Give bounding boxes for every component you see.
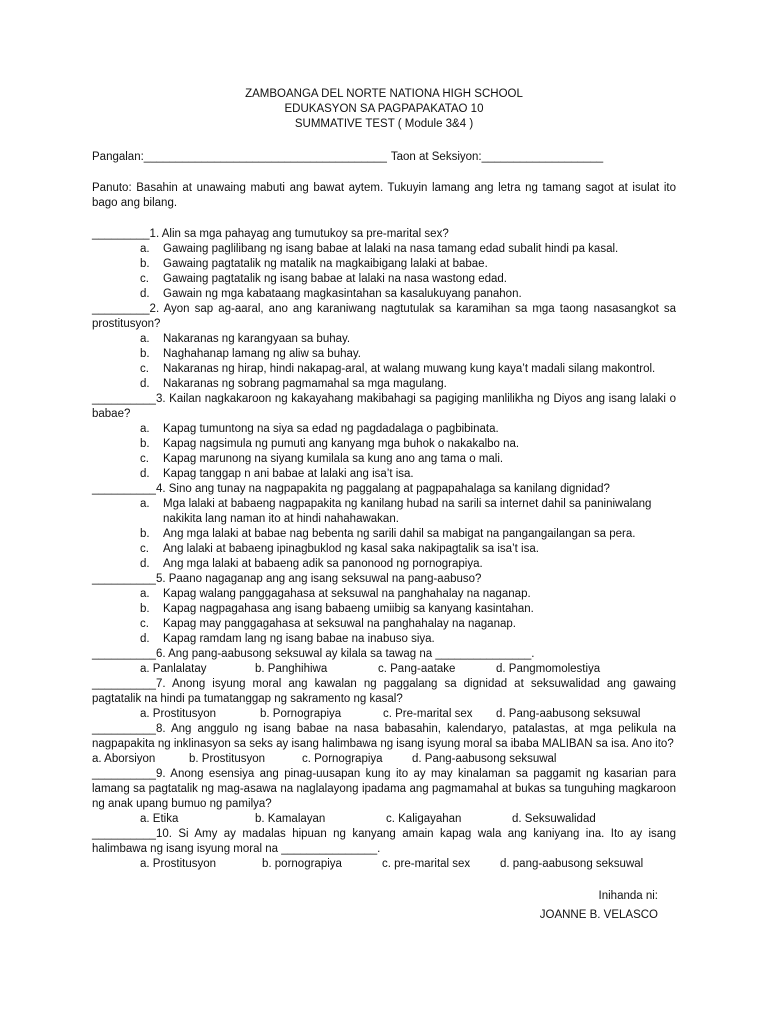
option-item	[92, 497, 676, 527]
option-d: d. Pang-aabusong seksuwal	[412, 753, 557, 765]
option-letter: a.	[140, 243, 150, 255]
option-letter: a.	[140, 498, 150, 510]
option-text: Kapag tanggap n ani babae at lalaki ang isa’t isa.	[163, 468, 414, 480]
teacher-name: JOANNE B. VELASCO	[539, 909, 658, 921]
question-list	[92, 227, 676, 872]
option-letter: c.	[140, 618, 149, 630]
option-c: c. Kaligayahan	[386, 813, 462, 825]
option-letter: d.	[140, 288, 150, 300]
option-a: a. Panlalatay	[140, 663, 207, 675]
section-field[interactable]: Taon at Seksiyon:___________________	[390, 151, 604, 163]
option-item	[92, 347, 676, 362]
option-c: c. Pre-marital sex	[383, 708, 473, 720]
option-row	[92, 662, 676, 677]
option-text: Kapag nagsimula ng pumuti ang kanyang mga buhok o nakakalbo na.	[163, 438, 520, 450]
option-letter: c.	[140, 273, 149, 285]
option-text: Kapag marunong na siyang kumilala sa kung ano ang tama o mali.	[163, 453, 504, 465]
option-b: b. Panghihiwa	[255, 663, 328, 675]
option-letter: c.	[140, 543, 149, 555]
school-name: ZAMBOANGA DEL NORTE NATIONA HIGH SCHOOL	[245, 88, 523, 100]
option-d: d. Pang-aabusong seksuwal	[496, 708, 641, 720]
prepared-by-label: Inihanda ni:	[598, 890, 658, 902]
option-letter: a.	[140, 423, 150, 435]
option-row	[92, 857, 676, 872]
instructions: Panuto: Basahin at unawaing mabuti ang bawat aytem. Tukuyin lamang ang letra ng tamang sagot at isulat ito bago ang bilang.	[92, 182, 676, 209]
option-item	[92, 587, 676, 602]
option-letter: b.	[140, 528, 150, 540]
student-info-line	[92, 150, 676, 165]
option-text: Mga lalaki at babaeng nagpapakita ng kanilang hubad na sarili sa internet dahil sa paniniwalang nakikita lang naman ito at hindi nahahawakan.	[163, 498, 652, 525]
option-a: a. Aborsiyon	[92, 753, 156, 765]
question-1: _________1. Alin sa mga pahayag ang tumutukoy sa pre-marital sex?	[92, 228, 449, 240]
option-item	[92, 287, 676, 302]
option-text: Gawaing pagtatalik ng matalik na magkaibigang lalaki at babae.	[163, 258, 488, 270]
option-text: Kapag tumuntong na siya sa edad ng pagdadalaga o pagbibinata.	[163, 423, 499, 435]
option-letter: b.	[140, 348, 150, 360]
option-d: d. pang-aabusong seksuwal	[500, 858, 644, 870]
option-row	[92, 812, 676, 827]
option-letter: c.	[140, 363, 149, 375]
option-a: a. Prostitusyon	[140, 708, 217, 720]
option-letter: a.	[140, 588, 150, 600]
option-item	[92, 257, 676, 272]
question-2: _________2. Ayon sap ag-aaral, ano ang karaniwang nagtutulak sa karamihan sa mga taong nasasangkot sa prostitusyon?	[92, 303, 676, 330]
question-3: __________3. Kailan nagkakaroon ng kakayahang makibahagi sa pagiging manlilikha ng Diyos ang isang lalaki o babae?	[92, 393, 676, 420]
option-letter: a.	[140, 333, 150, 345]
question-5: __________5. Paano nagaganap ang ang isang seksuwal na pang-aabuso?	[92, 573, 482, 585]
option-letter: b.	[140, 603, 150, 615]
option-c: c. Pang-aatake	[378, 663, 456, 675]
option-item	[92, 467, 676, 482]
option-text: Nakaranas ng sobrang pagmamahal sa mga magulang.	[163, 378, 447, 390]
option-c: c. Pornograpiya	[302, 753, 383, 765]
option-letter: c.	[140, 453, 149, 465]
signature-block	[540, 887, 658, 925]
option-a: a. Prostitusyon	[140, 858, 217, 870]
header	[92, 87, 676, 132]
option-letter: d.	[140, 378, 150, 390]
option-d: d. Pangmomolestiya	[496, 663, 601, 675]
name-field[interactable]: Pangalan:______________________________________	[92, 151, 387, 163]
question-4: __________4. Sino ang tunay na nagpapakita ng paggalang at pagpapahalaga sa kanilang dignidad?	[92, 483, 610, 495]
option-text: Ang lalaki at babaeng ipinagbuklod ng kasal saka nakipagtalik sa isa’t isa.	[163, 543, 539, 555]
option-item	[92, 527, 676, 542]
option-a: a. Etika	[140, 813, 179, 825]
option-b: b. Kamalayan	[255, 813, 326, 825]
option-item	[92, 617, 676, 632]
subject-title: EDUKASYON SA PAGPAPAKATAO 10	[284, 103, 484, 115]
option-item	[92, 272, 676, 287]
option-item	[92, 242, 676, 257]
option-text: Kapag nagpagahasa ang isang babaeng umiibig sa kanyang kasintahan.	[163, 603, 534, 615]
question-6: __________6. Ang pang-aabusong seksuwal ay kilala sa tawag na _______________.	[92, 648, 535, 660]
option-letter: d.	[140, 468, 150, 480]
option-text: Gawaing pagtatalik ng isang babae at lalaki na nasa wastong edad.	[163, 273, 507, 285]
option-text: Ang mga lalaki at babae nag bebenta ng sarili dahil sa mabigat na pangangailangan sa pera.	[163, 528, 636, 540]
question-7: __________7. Anong isyung moral ang kawalan ng paggalang sa dignidad at seksuwalidad ang gawaing pagtatalik na hindi pa tumatanggap ng sakramento ng kasal?	[92, 678, 676, 705]
option-b: b. Pornograpiya	[260, 708, 342, 720]
option-item	[92, 362, 676, 377]
option-row	[92, 707, 676, 722]
option-item	[92, 632, 676, 647]
option-letter: d.	[140, 633, 150, 645]
option-item	[92, 602, 676, 617]
option-text: Nakaranas ng karangyaan sa buhay.	[163, 333, 351, 345]
option-text: Nakaranas ng hirap, hindi nakapag-aral, at walang muwang kung kaya’t madali silang makontrol.	[163, 363, 656, 375]
option-item	[92, 422, 676, 437]
option-item	[92, 437, 676, 452]
option-item	[92, 452, 676, 467]
option-item	[92, 377, 676, 392]
option-d: d. Seksuwalidad	[512, 813, 596, 825]
question-8: __________8. Ang anggulo ng isang babae na nasa babasahin, kalendaryo, patalastas, at mga pelikula na nagpapakita ng inklinasyon sa seks ay isang halimbawa ng isang isyung moral sa ibaba MALIBAN sa isa. Ano ito?	[92, 723, 676, 750]
option-c: c. pre-marital sex	[382, 858, 471, 870]
question-9: __________9. Anong esensiya ang pinag-uusapan kung ito ay may kinalaman sa paggamit ng kasarian para lamang sa pagtatalik ng mag-asawa na naglalayong ipadama ang pagmamahal at bukas sa tunguhing magkaroon ng anak upang bumuo ng pamilya?	[92, 768, 676, 810]
option-text: Kapag ramdam lang ng isang babae na inabuso siya.	[163, 633, 435, 645]
option-text: Kapag walang panggagahasa at seksuwal na panghahalay na naganap.	[163, 588, 531, 600]
option-row	[92, 752, 676, 767]
option-text: Naghahanap lamang ng aliw sa buhay.	[163, 348, 361, 360]
option-letter: d.	[140, 558, 150, 570]
option-item	[92, 557, 676, 572]
option-text: Gawaing paglilibang ng isang babae at lalaki na nasa tamang edad subalit hindi pa kasal.	[163, 243, 619, 255]
option-text: Kapag may panggagahasa at seksuwal na panghahalay na naganap.	[163, 618, 516, 630]
option-b: b. Prostitusyon	[189, 753, 266, 765]
option-item	[92, 332, 676, 347]
option-letter: b.	[140, 258, 150, 270]
option-letter: b.	[140, 438, 150, 450]
question-10: __________10. Si Amy ay madalas hipuan ng kanyang amain kapag wala ang kaniyang ina. Ito ay isang halimbawa ng isang isyung moral na _______________.	[92, 828, 676, 855]
option-b: b. pornograpiya	[262, 858, 342, 870]
option-text: Gawain ng mga kabataang magkasintahan sa kasalukuyang panahon.	[163, 288, 522, 300]
option-item	[92, 542, 676, 557]
option-text: Ang mga lalaki at babaeng adik sa panonood ng pornograpiya.	[163, 558, 483, 570]
test-title: SUMMATIVE TEST ( Module 3&4 )	[294, 118, 474, 130]
